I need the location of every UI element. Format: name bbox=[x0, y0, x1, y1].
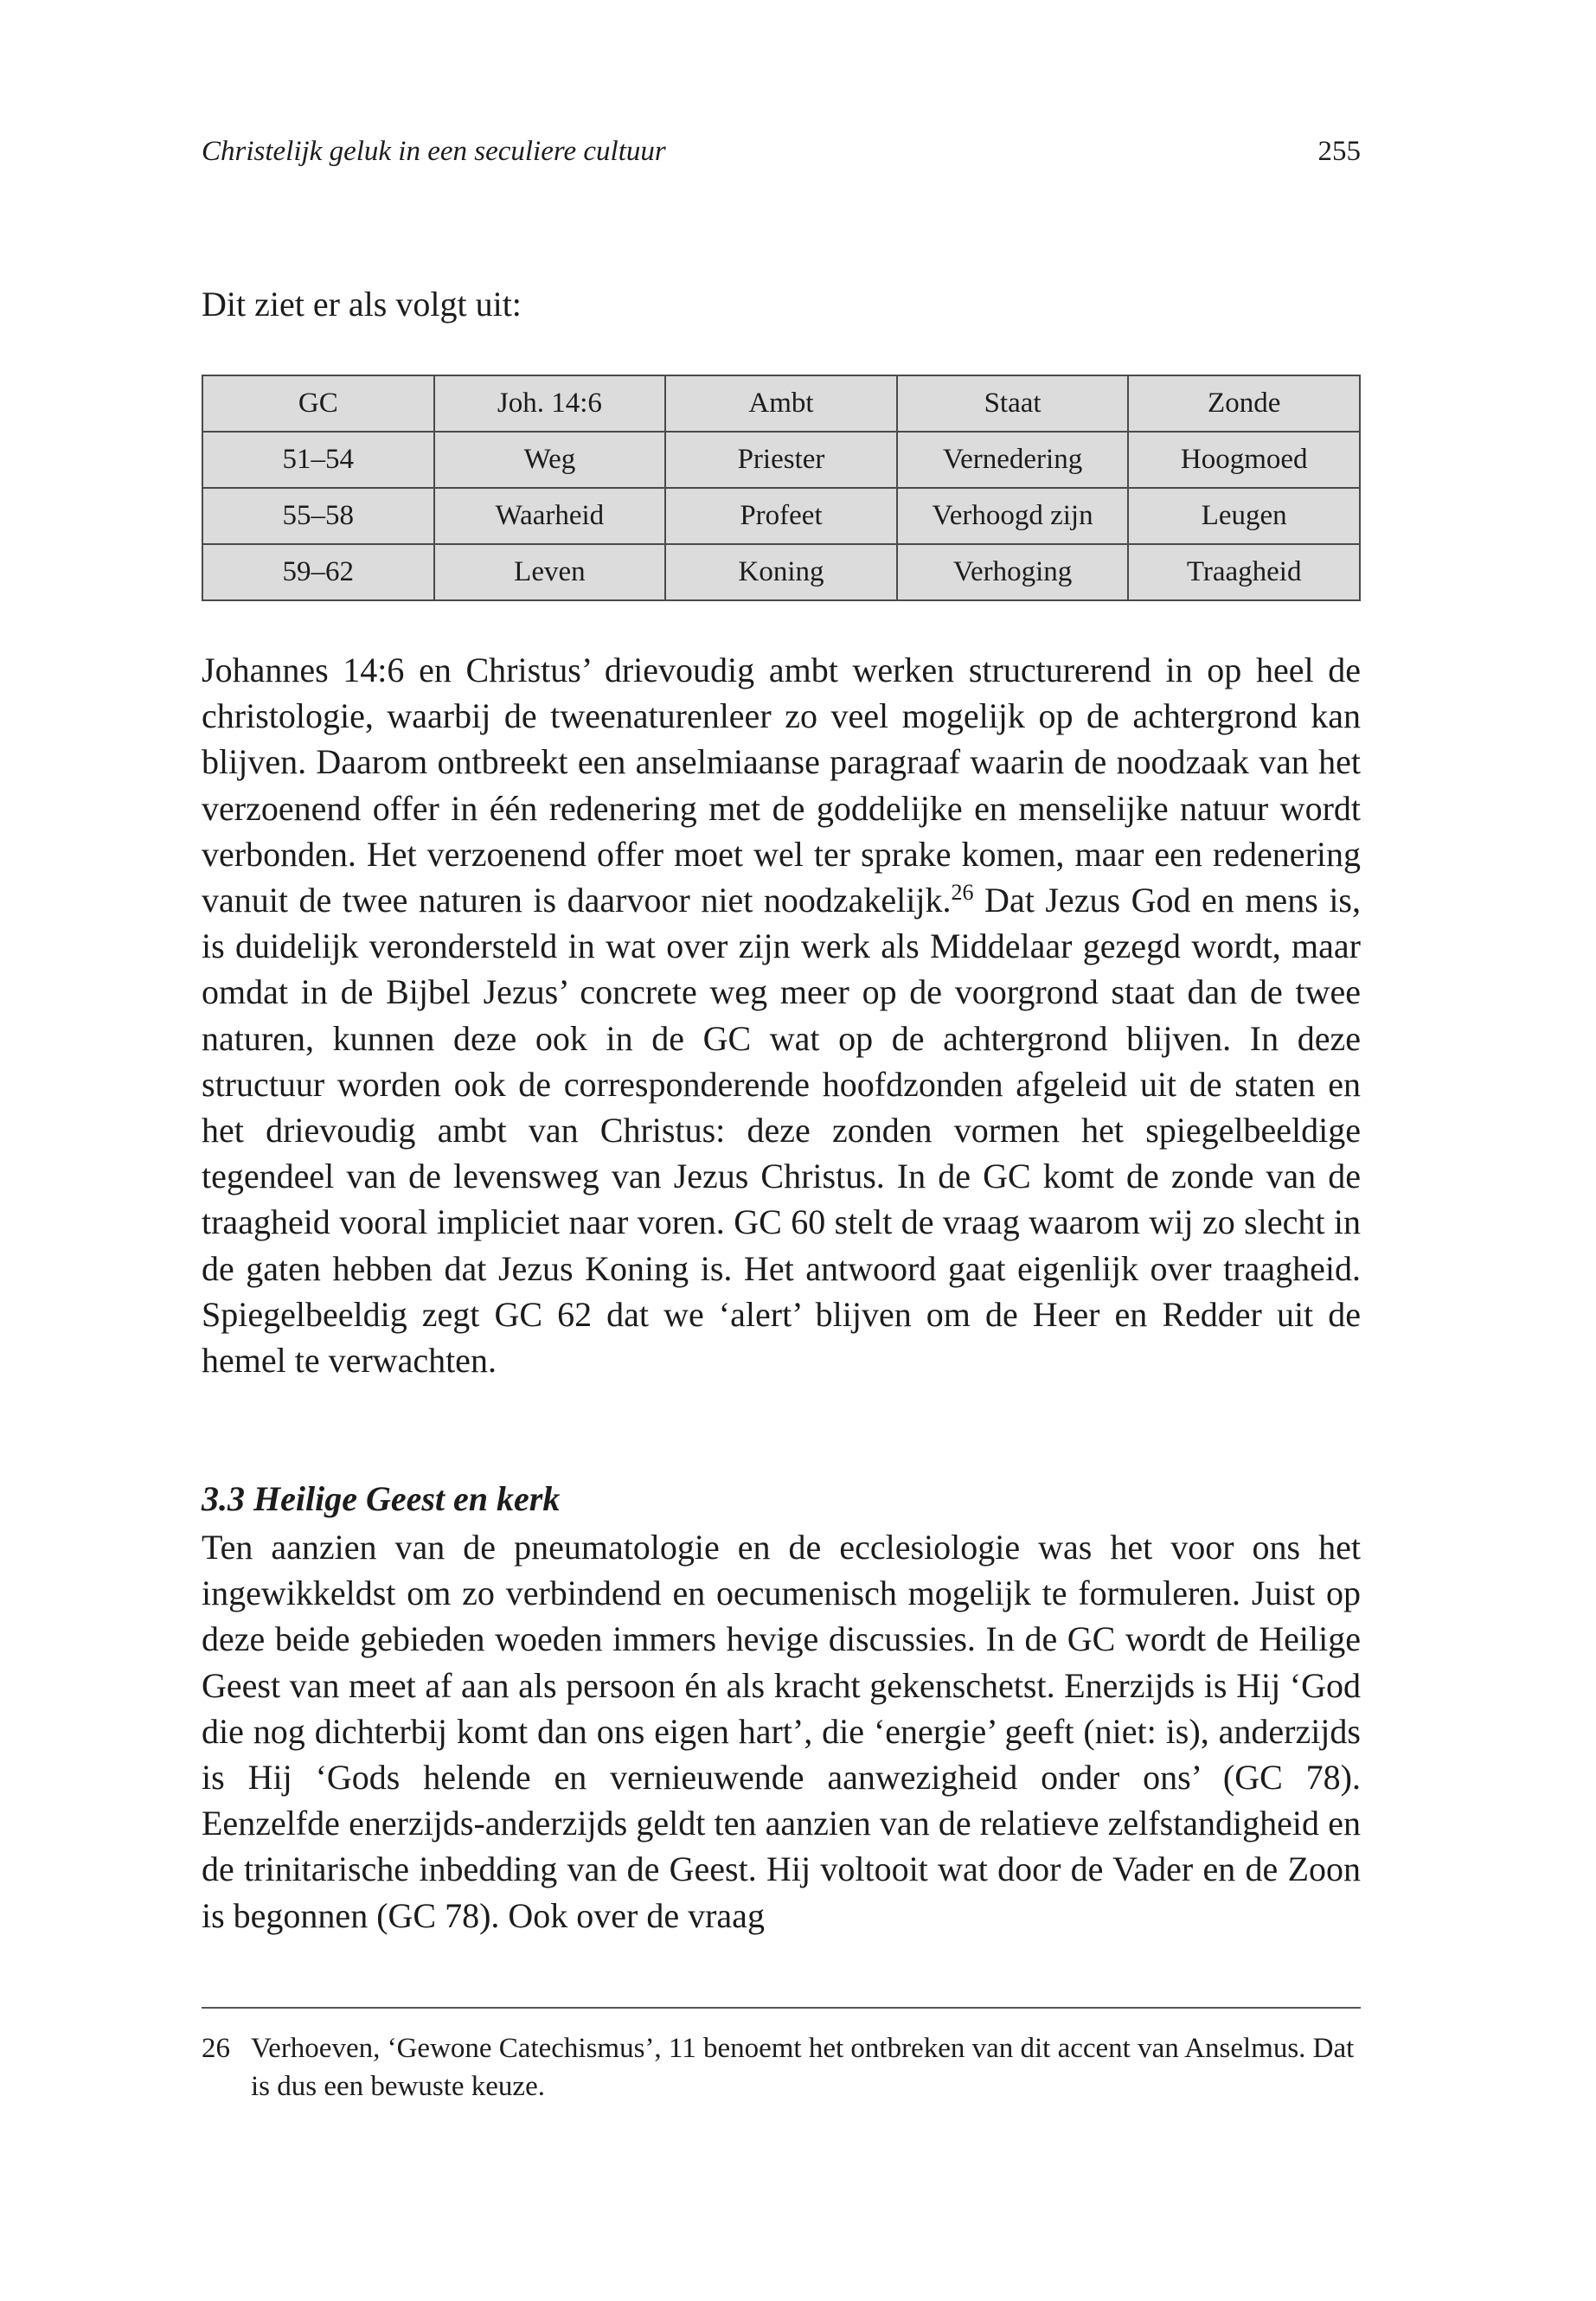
table-cell: Traagheid bbox=[1128, 544, 1360, 600]
table-cell: Leugen bbox=[1128, 488, 1360, 544]
table-row bbox=[202, 432, 1360, 488]
table-cell: Profeet bbox=[665, 488, 897, 544]
table-cell: 55–58 bbox=[202, 488, 434, 544]
footnote-divider bbox=[202, 2007, 1361, 2009]
page-number: 255 bbox=[1317, 136, 1361, 167]
table-cell: Verhoogd zijn bbox=[897, 488, 1129, 544]
running-title: Christelijk geluk in een seculiere cultuur bbox=[202, 136, 666, 167]
table-cell: Ambt bbox=[665, 375, 897, 432]
table-cell: Vernedering bbox=[897, 432, 1129, 488]
footnote bbox=[202, 2029, 1361, 2106]
running-header bbox=[202, 134, 1361, 169]
table-row bbox=[202, 544, 1360, 600]
table-cell: Koning bbox=[665, 544, 897, 600]
table-cell: Weg bbox=[434, 432, 666, 488]
body-paragraph: Ten aanzien van de pneumatologie en de ecclesiologie was het voor ons het ingewikkeldst om zo verbindend en oecumenisch mogelijk te formuleren. Juist op deze beide gebieden woeden immers hevige discussies. In de GC wordt de Heilige Geest van meet af aan als persoon én als kracht gekenschetst. Enerzijds is Hij ‘God die nog dichterbij komt dan ons eigen hart’, die ‘energie’ geeft (niet: is), anderzijds is Hij ‘Gods helende en vernieuwende aanwezigheid onder ons’ (GC 78). Eenzelfde enerzijds-anderzijds geldt ten aanzien van de relatieve zelfstandigheid en de trinitarische inbedding van de Geest. Hij voltooit wat door de Vader en de Zoon is begonnen (GC 78). Ook over de vraag bbox=[202, 1528, 1361, 1935]
paragraph-text: Dat Jezus God en mens is, is duidelijk verondersteld in wat over zijn werk als Middelaar gezegd wordt, maar omdat in de Bijbel Jezus’ concrete weg meer op de voorgrond staat dan de twee naturen, kunnen deze ook in de GC wat op de achtergrond blijven. In deze structuur worden ook de corresponderende hoofdzonden afgeleid uit de staten en het drievoudig ambt van Christus: deze zonden vormen het spiegelbeeldige tegendeel van de levensweg van Jezus Christus. In de GC komt de zonde van de traagheid vooral impliciet naar voren. GC 60 stelt de vraag waarom wij zo slecht in de gaten hebben dat Jezus Koning is. Het antwoord gaat eigenlijk over traagheid. Spiegelbeeldig zegt GC 62 dat we ‘alert’ blijven om de Heer en Redder uit de hemel te verwachten. bbox=[202, 881, 1361, 1381]
table-cell: Verhoging bbox=[897, 544, 1129, 600]
body-paragraph bbox=[202, 647, 1361, 1383]
footnote-text: Verhoeven, ‘Gewone Catechismus’, 11 benoemt het ontbreken van dit accent van Anselmus. Dat is dus een bewuste keuze. bbox=[251, 2033, 1355, 2102]
paragraph-text: Johannes 14:6 en Christus’ drievoudig ambt werken structurerend in op heel de christologie, waarbij de tweenaturenleer zo veel mogelijk op de achtergrond kan blijven. Daarom ontbreekt een anselmiaanse paragraaf waarin de noodzaak van het verzoenend offer in één redenering met de goddelijke en menselijke natuur wordt verbonden. Het verzoenend offer moet wel ter sprake komen, maar een redenering vanuit de twee naturen is daarvoor niet noodzakelijk. bbox=[202, 651, 1361, 920]
footnote-reference: 26 bbox=[951, 880, 974, 906]
table-cell: Staat bbox=[897, 375, 1129, 432]
gc-structure-table bbox=[202, 375, 1361, 601]
table-cell: 59–62 bbox=[202, 544, 434, 600]
footnote-number: 26 bbox=[202, 2033, 230, 2064]
table-row bbox=[202, 488, 1360, 544]
table-cell: Zonde bbox=[1128, 375, 1360, 432]
table-cell: Waarheid bbox=[434, 488, 666, 544]
section-heading: 3.3 Heilige Geest en kerk bbox=[202, 1479, 561, 1518]
table-cell: Hoogmoed bbox=[1128, 432, 1360, 488]
table-cell: Leven bbox=[434, 544, 666, 600]
table-cell: GC bbox=[202, 375, 434, 432]
table-header-row bbox=[202, 375, 1360, 432]
table-cell: 51–54 bbox=[202, 432, 434, 488]
intro-sentence: Dit ziet er als volgt uit: bbox=[202, 285, 522, 324]
table-cell: Priester bbox=[665, 432, 897, 488]
table-cell: Joh. 14:6 bbox=[434, 375, 666, 432]
